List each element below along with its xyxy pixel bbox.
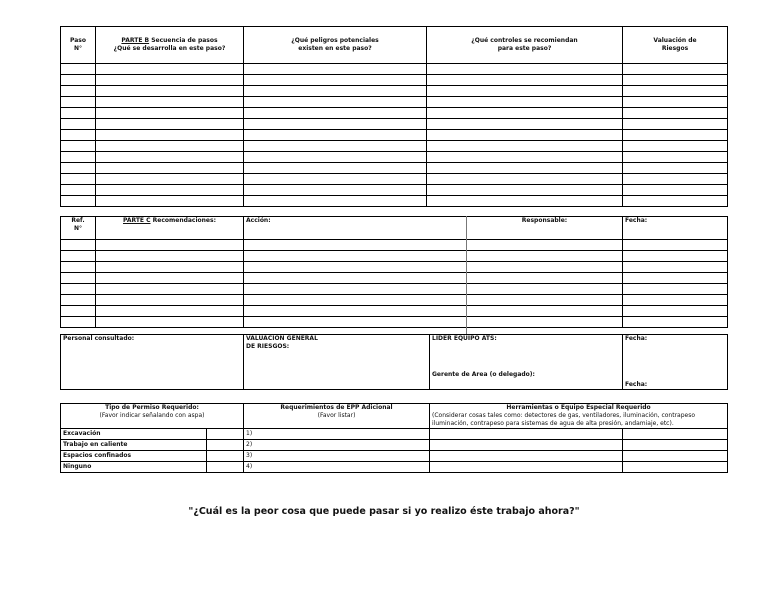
parte-b-cell[interactable] (96, 97, 244, 108)
epp-item[interactable]: 3) (244, 451, 430, 462)
fecha-spacer (623, 353, 728, 371)
valuacion-line2: Riesgos (661, 45, 689, 52)
permit-check-cell[interactable] (207, 462, 244, 473)
parte-b-row (61, 152, 728, 163)
parte-b-cell[interactable] (244, 97, 427, 108)
herramientas-cell[interactable] (430, 440, 623, 451)
parte-c-cell[interactable] (61, 295, 96, 306)
parte-b-cell[interactable] (623, 196, 728, 207)
permiso-header (61, 404, 244, 429)
parte-b-cell[interactable] (61, 119, 96, 130)
parte-b-row (61, 141, 728, 152)
parte-b-cell[interactable] (244, 174, 427, 185)
permit-check-cell[interactable] (207, 429, 244, 440)
peligros-line1: ¿Qué peligros potenciales (291, 37, 379, 44)
parte-c-cell[interactable] (623, 240, 728, 251)
parte-b-cell[interactable] (96, 174, 244, 185)
parte-b-cell[interactable] (96, 119, 244, 130)
paso-header (61, 27, 96, 64)
parte-b-cell[interactable] (244, 108, 427, 119)
parte-c-cell[interactable] (467, 273, 623, 284)
parte-b-cell[interactable] (96, 196, 244, 207)
parte-b-row (61, 185, 728, 196)
parte-b-row (61, 108, 728, 119)
controles-line1: ¿Qué controles se recomiendan (471, 37, 578, 44)
parte-c-row (61, 306, 728, 317)
parte-b-cell[interactable] (61, 97, 96, 108)
epp-item[interactable]: 1) (244, 429, 430, 440)
parte-b-cell[interactable] (427, 130, 623, 141)
recomendaciones-header (96, 217, 244, 240)
parte-b-cell[interactable] (244, 141, 427, 152)
permit-name: Excavación (61, 429, 207, 440)
parte-b-title: Secuencia de pasos (151, 37, 218, 44)
parte-b-cell[interactable] (96, 130, 244, 141)
parte-c-cell[interactable] (61, 306, 96, 317)
parte-c-cell[interactable] (96, 273, 244, 284)
controles-header (427, 27, 623, 64)
parte-b-cell[interactable] (623, 97, 728, 108)
parte-c-row (61, 273, 728, 284)
epp-item[interactable]: 2) (244, 440, 430, 451)
parte-b-cell[interactable] (244, 163, 427, 174)
accion-header: Acción: (244, 217, 467, 240)
permit-name: Espacios confinados (61, 451, 207, 462)
parte-c-cell[interactable] (96, 295, 244, 306)
parte-c-cell[interactable] (623, 306, 728, 317)
parte-c-cell[interactable] (244, 240, 467, 251)
controles-line2: para este paso? (497, 45, 552, 52)
parte-b-cell[interactable] (96, 163, 244, 174)
epp-sub: (Favor listar) (317, 412, 356, 419)
parte-b-cell[interactable] (427, 174, 623, 185)
ref-n-label: N° (73, 225, 83, 232)
valuacion-general-line1: VALUACION GENERAL (246, 335, 318, 342)
gerente-cell: Gerente de Area (o delegado): (430, 371, 623, 390)
parte-b-cell[interactable] (427, 163, 623, 174)
paso-label: Paso (70, 37, 86, 44)
parte-c-row (61, 284, 728, 295)
parte-b-cell[interactable] (244, 130, 427, 141)
herramientas-title: Herramientas o Equipo Especial Requerido (506, 404, 651, 411)
valuacion-header (623, 27, 728, 64)
parte-b-cell[interactable] (61, 130, 96, 141)
parte-b-cell[interactable] (61, 86, 96, 97)
footer-quote: "¿Cuál es la peor cosa que puede pasar si yo realizo éste trabajo ahora?" (188, 506, 580, 517)
herramientas-cell-extra[interactable] (623, 451, 728, 462)
parte-c-cell[interactable] (96, 262, 244, 273)
parte-b-row (61, 64, 728, 75)
parte-b-cell[interactable] (61, 196, 96, 207)
parte-c-row (61, 262, 728, 273)
fecha-top-cell: Fecha: (623, 335, 728, 354)
divider-line (466, 216, 467, 334)
permit-row (61, 429, 728, 440)
parte-b-header-row (61, 27, 728, 64)
parte-b-cell[interactable] (623, 185, 728, 196)
permit-row (61, 462, 728, 473)
parte-c-cell[interactable] (96, 284, 244, 295)
parte-b-cell[interactable] (96, 86, 244, 97)
ref-label: Ref. (71, 217, 85, 224)
epp-item[interactable]: 4) (244, 462, 430, 473)
parte-b-cell[interactable] (623, 174, 728, 185)
parte-b-cell[interactable] (244, 152, 427, 163)
parte-c-header-row (61, 217, 728, 240)
parte-c-cell[interactable] (244, 251, 467, 262)
parte-b-cell[interactable] (427, 196, 623, 207)
permit-check-cell[interactable] (207, 440, 244, 451)
parte-b-row (61, 86, 728, 97)
parte-b-cell[interactable] (96, 64, 244, 75)
parte-c-row (61, 295, 728, 306)
parte-b-row (61, 119, 728, 130)
lider-cell: LIDER EQUIPO ATS: (430, 335, 623, 354)
parte-c-cell[interactable] (467, 295, 623, 306)
parte-b-cell[interactable] (96, 141, 244, 152)
parte-c-table (60, 216, 728, 328)
permiso-sub: (Favor indicar señalando con aspa) (99, 412, 205, 419)
parte-c-cell[interactable] (61, 262, 96, 273)
epp-header (244, 404, 430, 429)
responsable-header: Responsable: (467, 217, 623, 240)
parte-b-cell[interactable] (244, 64, 427, 75)
parte-c-cell[interactable] (96, 251, 244, 262)
parte-b-cell[interactable] (427, 108, 623, 119)
personal-consultado-cell: Personal consultado: (61, 335, 244, 390)
parte-b-cell[interactable] (61, 174, 96, 185)
herramientas-cell[interactable] (430, 451, 623, 462)
permit-row (61, 440, 728, 451)
permit-name: Ninguno (61, 462, 207, 473)
parte-c-label: PARTE C (123, 217, 151, 224)
parte-b-row (61, 97, 728, 108)
permit-row (61, 451, 728, 462)
parte-b-row (61, 163, 728, 174)
lider-spacer (430, 353, 623, 371)
parte-b-label: PARTE B (121, 37, 150, 44)
peligros-header (244, 27, 427, 64)
parte-b-cell[interactable] (244, 119, 427, 130)
parte-b-cell[interactable] (427, 185, 623, 196)
parte-b-cell[interactable] (96, 108, 244, 119)
parte-c-cell[interactable] (623, 251, 728, 262)
parte-c-cell[interactable] (467, 240, 623, 251)
herramientas-sub2: iluminación, contrapeso para sistemas de agua de alta presión, andamiaje, etc). (432, 420, 674, 427)
parte-c-cell[interactable] (96, 317, 244, 328)
herramientas-cell[interactable] (430, 462, 623, 473)
parte-c-cell[interactable] (467, 306, 623, 317)
parte-b-cell[interactable] (623, 152, 728, 163)
parte-b-cell[interactable] (623, 130, 728, 141)
parte-b-cell[interactable] (427, 75, 623, 86)
peligros-line2: existen en este paso? (298, 45, 372, 52)
parte-c-cell[interactable] (467, 251, 623, 262)
parte-b-cell[interactable] (623, 119, 728, 130)
parte-c-cell[interactable] (623, 273, 728, 284)
permit-check-cell[interactable] (207, 451, 244, 462)
parte-c-cell[interactable] (623, 317, 728, 328)
parte-b-cell[interactable] (427, 86, 623, 97)
parte-b-cell[interactable] (427, 141, 623, 152)
fecha-bottom-cell: Fecha: (623, 371, 728, 390)
parte-b-cell[interactable] (61, 185, 96, 196)
requirements-table (60, 403, 728, 473)
parte-b-cell[interactable] (623, 64, 728, 75)
parte-c-cell[interactable] (61, 273, 96, 284)
parte-c-cell[interactable] (467, 262, 623, 273)
parte-c-cell[interactable] (623, 284, 728, 295)
parte-c-cell[interactable] (61, 284, 96, 295)
parte-b-row (61, 174, 728, 185)
parte-c-cell[interactable] (467, 317, 623, 328)
parte-b-row (61, 130, 728, 141)
parte-c-row (61, 317, 728, 328)
herramientas-cell[interactable] (430, 429, 623, 440)
parte-b-cell[interactable] (427, 152, 623, 163)
parte-b-cell[interactable] (427, 97, 623, 108)
parte-b-question: ¿Qué se desarrolla en este paso? (113, 45, 226, 52)
parte-c-title: Recomendaciones: (152, 217, 216, 224)
parte-c-cell[interactable] (244, 273, 467, 284)
parte-c-cell[interactable] (244, 284, 467, 295)
parte-b-cell[interactable] (96, 75, 244, 86)
parte-c-cell[interactable] (61, 317, 96, 328)
parte-c-cell[interactable] (467, 284, 623, 295)
herramientas-cell-extra[interactable] (623, 462, 728, 473)
herramientas-sub1: (Considerar cosas tales como: detectores de gas, ventiladores, iluminación, contrapeso (432, 412, 696, 419)
parte-b-cell[interactable] (61, 152, 96, 163)
parte-c-cell[interactable] (96, 240, 244, 251)
parte-b-cell[interactable] (61, 108, 96, 119)
parte-b-cell[interactable] (244, 196, 427, 207)
permit-name: Trabajo en caliente (61, 440, 207, 451)
parte-c-cell[interactable] (623, 262, 728, 273)
parte-b-cell[interactable] (623, 108, 728, 119)
parte-b-row (61, 196, 728, 207)
fecha-header: Fecha: (623, 217, 728, 240)
valuacion-line1: Valuación de (653, 37, 697, 44)
herramientas-header (430, 404, 728, 429)
parte-b-cell[interactable] (623, 86, 728, 97)
requirements-header-row (61, 404, 728, 429)
secuencia-header (96, 27, 244, 64)
herramientas-cell-extra[interactable] (623, 429, 728, 440)
parte-b-cell[interactable] (623, 141, 728, 152)
valuacion-general-cell (244, 335, 430, 390)
parte-b-cell[interactable] (427, 64, 623, 75)
ref-header (61, 217, 96, 240)
parte-b-cell[interactable] (61, 141, 96, 152)
epp-title: Requerimientos de EPP Adicional (280, 404, 393, 411)
permiso-title: Tipo de Permiso Requerido: (105, 404, 199, 411)
personal-table (60, 334, 728, 390)
parte-c-cell[interactable] (244, 306, 467, 317)
parte-b-cell[interactable] (96, 152, 244, 163)
parte-c-cell[interactable] (96, 306, 244, 317)
parte-b-cell[interactable] (244, 185, 427, 196)
parte-b-cell[interactable] (427, 119, 623, 130)
parte-c-row (61, 251, 728, 262)
parte-b-row (61, 75, 728, 86)
parte-b-cell[interactable] (96, 185, 244, 196)
parte-b-cell[interactable] (244, 75, 427, 86)
herramientas-cell-extra[interactable] (623, 440, 728, 451)
parte-c-row (61, 240, 728, 251)
parte-c-cell[interactable] (61, 251, 96, 262)
parte-c-cell[interactable] (244, 295, 467, 306)
parte-b-cell[interactable] (623, 75, 728, 86)
parte-c-cell[interactable] (244, 262, 467, 273)
parte-b-cell[interactable] (61, 64, 96, 75)
parte-b-cell[interactable] (244, 86, 427, 97)
parte-b-cell[interactable] (61, 75, 96, 86)
paso-n-label: N° (73, 45, 83, 52)
parte-b-cell[interactable] (623, 163, 728, 174)
valuacion-general-line2: DE RIESGOS: (246, 343, 290, 350)
parte-c-cell[interactable] (61, 240, 96, 251)
parte-b-cell[interactable] (61, 163, 96, 174)
parte-b-table (60, 26, 728, 207)
parte-c-cell[interactable] (623, 295, 728, 306)
parte-c-cell[interactable] (244, 317, 467, 328)
